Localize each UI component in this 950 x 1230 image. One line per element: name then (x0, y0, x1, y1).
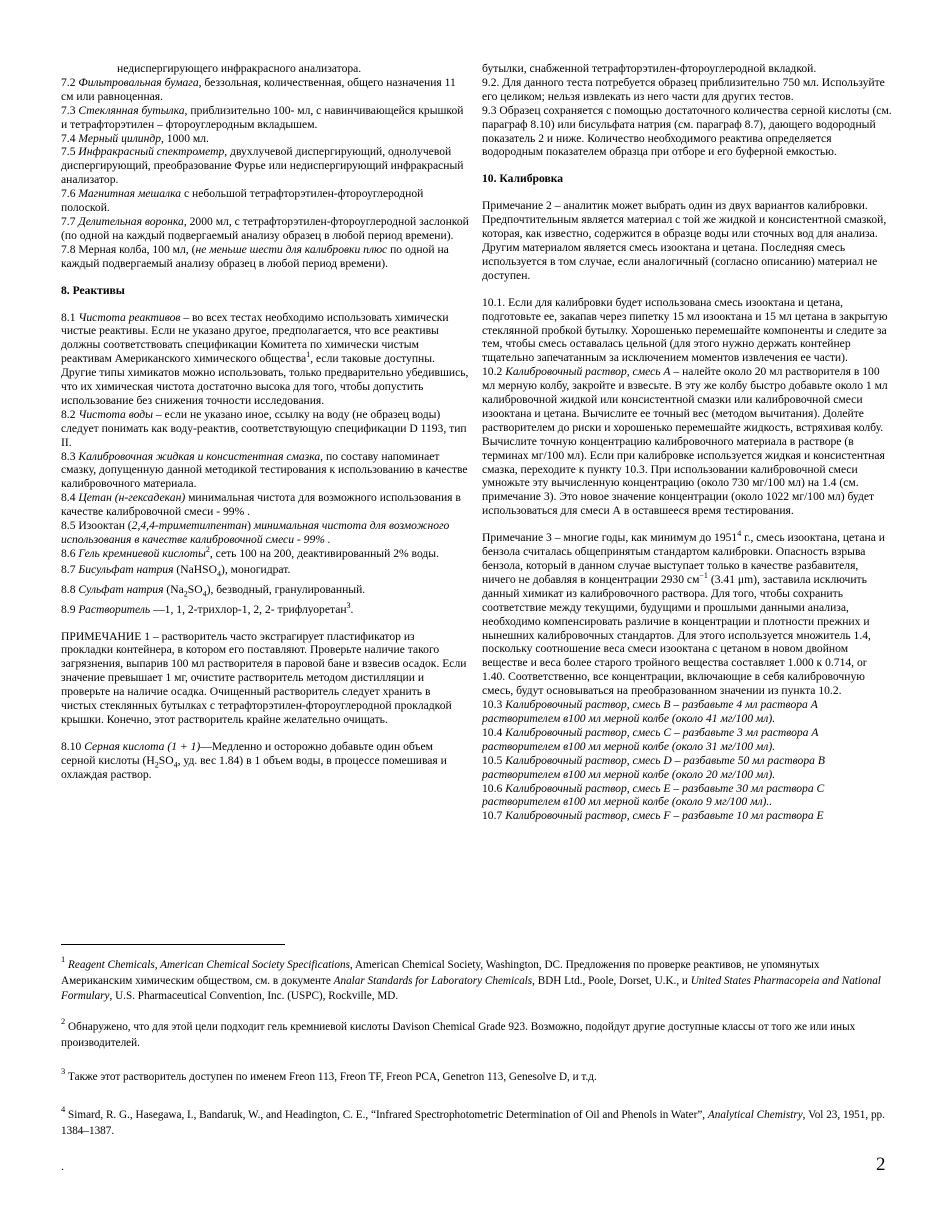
section-8-heading: 8. Реактивы (61, 283, 125, 297)
paragraph-7-6: 7.6 Магнитная мешалка с небольшой тетрафторэтилен-фтороуглеродной полоской. (61, 187, 424, 215)
section-10-heading: 10. Калибровка (482, 172, 564, 186)
paragraph-8-4: 8.4 Цетан (н-гексадекан) минимальная чистота для возможного использования в качестве калибровочной смеси - 99% . (61, 491, 461, 519)
paragraph-8-8: 8.8 Сульфат натрия $(Na_2SO_4)$, безводный, гранулированный. (61, 582, 366, 599)
paragraph-10-5: 10.5 Калибровочный раствор, смесь D – разбавьте 50 мл раствора B растворителем в100 мл мерной колбе (около 20 мг/100 мл). (482, 753, 825, 781)
paragraph-9-3: 9.3 Образец сохраняется с помощью достаточного количества серной кислоты (см. параграф 8.10) или бисульфата натрия (см. параграф 8.7), дающего водородный показатель 2 и ниже. Количество необходимого реактива определяется водородным показателем образца при отборе и его буферной емкостью. (482, 103, 892, 159)
footnote-3: $^3$ Также этот растворитель доступен по именем Freon 113, Freon TF, Freon PCA, Genetron 113, Genesolve D, и т.д. (61, 1066, 597, 1083)
paragraph-7-5: 7.5 Инфракрасный спектрометр, двухлучевой диспергирующий, однолучевой диспергирующий, преобразование Фурье или недиспергирующий инфракрасный анализатор. (61, 145, 464, 187)
paragraph-9-2: 9.2. Для данного теста потребуется образец приблизительно 750 мл. Используйте его целиком; нельзя извлекать из него части для других тестов. (482, 75, 885, 103)
footnote-separator (61, 944, 285, 945)
paragraph-10-7: 10.7 Калибровочный раствор, смесь F – разбавьте 10 мл раствора E (482, 809, 824, 823)
paragraph-7-3: 7.3 Стеклянная бутылка, приблизительно 100- мл, с навинчивающейся крышкой и тетрафторэтилен – фтороуглеродным вкладышем. (61, 103, 464, 131)
paragraph-10-1: 10.1. Если для калибровки будет использована смесь изооктана и цетана, подготовьте ее, закапав через пипетку 15 мл изооктана и 15 мл цетана в закрытую стеклянной пробкой бутылку. Хорошенько перемешайте компоненты и следите за тем, чтобы смесь оставалась цельной (для этого нужно держать контейнер тщательно запечатанным за исключением моментов извлечения ее части). (482, 295, 888, 365)
paragraph-7-7: 7.7 Делительная воронка, 2000 мл, с тетрафторэтилен-фтороуглеродной заслонкой (по одной на каждый подвергаемый анализу образец в любой период времени). (61, 214, 469, 242)
right-column (482, 62, 892, 823)
paragraph-8-3: 8.3 Калибровочная жидкая и консистентная смазка, по составу напоминает смазку, допущенную данной методикой тестирования к использованию в качестве калибровочного материала. (61, 449, 468, 491)
note-3: Примечание 3 – многие годы, как минимум до 1951$^4$ г., смесь изооктана, цетана и бензола считалась общепринятым стандартом калибровки. Опасность взрыва бензола, который в данном случае выступает только в качестве разбавителя, ничего не добавляя в концентрации 2930 $см^{-1}$ (3.41 μm), заставила исключить данный химикат из калибровочного раствора. Для того, чтобы сохранить соответствие между текущими, будущими и прошлыми данными анализа, необходимо компенсировать различие в концентрации и плотности прежних и нынешних калибровочных стандартов. Для этого используется множитель 1.4, поскольку соотношение веса смеси изооктана с цетаном в новом двойном веществе и веса более старого тройного вещества составляет 1.000 к 0.714, or 1.40. Соответственно, все концентрации, включающие в себя калибровочную смесь, будут основываться на преобразованном значении из пункта 10.2. (482, 529, 885, 698)
footnote-1: $^1$ Reagent Chemicals, American Chemical Society Specifications, American Chemical Society, Washington, DC. Предложения по проверке реактивов, не упомянутых Американским химическим обществом, см. в документе Analar Standards for Laboratory Chemicals, BDH Ltd., Poole, Dorset, U.K., и United States Pharmacopeia and National Formulary, U.S. Pharmaceutical Convention, Inc. (USPC), Rockville, MD. (61, 954, 881, 1002)
paragraph-8-1: 8.1 Чистота реактивов – во всех тестах необходимо использовать химически чистые реактивы. Если не указано другое, предполагается, что все реактивы должны соответствовать спецификации Комитета по химически чистым реактивам Американского химического общества$^1$, если таковые доступны. Другие типы химикатов можно использовать, только предварительно убедившись, что их химическая чистота достаточно высока для того, чтобы допустить использование без снижения точности исследования. (61, 310, 469, 407)
paragraph-10-6: 10.6 Калибровочный раствор, смесь E – разбавьте 30 мл раствора С растворителем в100 мл мерной колбе (около 9 мг/100 мл).. (482, 781, 825, 809)
paragraph-8-2: 8.2 Чистота воды – если не указано иное, ссылку на воду (не образец воды) следует понимать как воду-реактив, соответствующую спецификации D 1193, тип II. (61, 407, 467, 449)
paragraph-8-6: 8.6 Гель кремниевой кислоты$^2$, сеть 100 на 200, деактивированный 2% воды. (61, 545, 439, 560)
paragraph-7-2: 7.2 Фильтровальная бумага, беззольная, количественная, общего назначения 11 см или равноценная. (61, 75, 456, 103)
note-1: ПРИМЕЧАНИЕ 1 – растворитель часто экстрагирует пластификатор из прокладки контейнера, в котором его поставляют. Проверьте наличие такого загрязнения, выпарив 100 мл растворителя в паровой бане и взвесив осадок. Если значение превышает 1 мг, очистите растворитель методом дистилляции и проверьте на наличие осадка. Очищенный растворитель следует хранить в чистых стеклянных бутылках с тетрафторэтилен-фтороуглеродной прокладкой крышки. Конечно, этот растворитель крайне желательно очищать. (61, 629, 467, 726)
paragraph-7-1-cont: недиспергирующего инфракрасного анализатора. (117, 62, 362, 75)
paragraph-7-4: 7.4 Мерный цилиндр, 1000 мл. (61, 131, 209, 145)
left-column (61, 62, 469, 782)
footnote-ref-2: 2 (205, 545, 210, 555)
paragraph-8-10: 8.10 Серная кислота (1 + 1)—Медленно и осторожно добавьте один объем серной кислоты ($H_2SO_4$, уд. вес 1.84) в 1 объем воды, в процессе помешивая и охлаждая раствор. (61, 739, 447, 781)
paragraph-10-2: 10.2 Калибровочный раствор, смесь А – налейте около 20 мл растворителя в 100 мл мерную колбу, закройте и взвесьте. В эту же колбу быстро добавьте около 1 мл калибровочной жидкой или консистентной смазки или калибровочной смеси изооктана и цетана. Вычислите ее точный вес (методом вычитания). Долейте растворителем до риски и хорошенько перемешайте жидкость, встряхивая колбу. Вычислите точную концентрацию калибровочного материала в растворе (в терминах мг/100 мл). Если при калибровке используется жидкая и консистентная смазка, переходите к пункту 10.3. При использовании калибровочной смеси умножьте эту вычисленную концентрацию (около 730 мг/100 мл) на 1.4 (см. примечание 3). Это новое значение концентрации (около 1022 мг/100 мл) будет использоваться для смеси А в оставшееся время тестирования. (482, 365, 888, 518)
paragraph-8-7: 8.7 Бисульфат натрия (NaHSO$_4$), моногидрат. (61, 562, 291, 579)
footnote-2: $^2$ Обнаружено, что для этой цели подходит гель кремниевой кислоты Davison Chemical Grade 923. Возможно, подойдут другие доступные классы от того же или иных производителей. (61, 1016, 856, 1049)
footnote-ref-4: 4 (737, 529, 742, 539)
paragraph-10-4: 10.4 Калибровочный раствор, смесь C – разбавьте 3 мл раствора А растворителем в100 мл мерной колбе (около 31 мг/100 мл). (482, 725, 819, 753)
paragraph-8-5: 8.5 Изооктан (2,4,4-триметилпентан) минимальная чистота для возможного использования в качестве калибровочной смеси - 99% . (61, 519, 450, 546)
note-2: Примечание 2 – аналитик может выбрать один из двух вариантов калибровки. Предпочтительным является материал с той же жидкой и консистентной смазкой, которая, как известно, содержится в образце воды или сточных вод для анализа. Другим материалом является смесь изооктана и цетана. Последняя смесь используется в том случае, если аналогичный (согласно описанию) материал не доступен. (482, 199, 887, 282)
paragraph-9-1-cont: бутылки, снабженной тетрафторэтилен-фтороуглеродной вкладкой. (482, 62, 817, 75)
footnote-4: $^4$ Simard, R. G., Hasegawa, I., Bandaruk, W., and Headington, C. E., “Infrared Spectrophotometric Determination of Oil and Phenols in Water”, Analytical Chemistry, Vol 23, 1951, pp. 1384–1387. (61, 1104, 885, 1137)
paragraph-8-9: 8.9 Растворитель —1, 1, 2-трихлор-1, 2, 2- трифлуоретан$^3$. (61, 600, 354, 616)
paragraph-7-8: 7.8 Мерная колба, 100 мл, (не меньше шести для калибровки плюс по одной на каждый подвергаемый анализу образец в любой период времени). (61, 242, 449, 270)
page-number: 2 (876, 1154, 886, 1175)
footer-dot: . (61, 1159, 64, 1173)
footnote-ref-3: 3 (346, 600, 351, 610)
paragraph-10-3: 10.3 Калибровочный раствор, смесь B – разбавьте 4 мл раствора А растворителем в100 мл мерной колбе (около 41 мг/100 мл). (482, 698, 818, 725)
footnote-ref-1: 1 (306, 350, 311, 360)
